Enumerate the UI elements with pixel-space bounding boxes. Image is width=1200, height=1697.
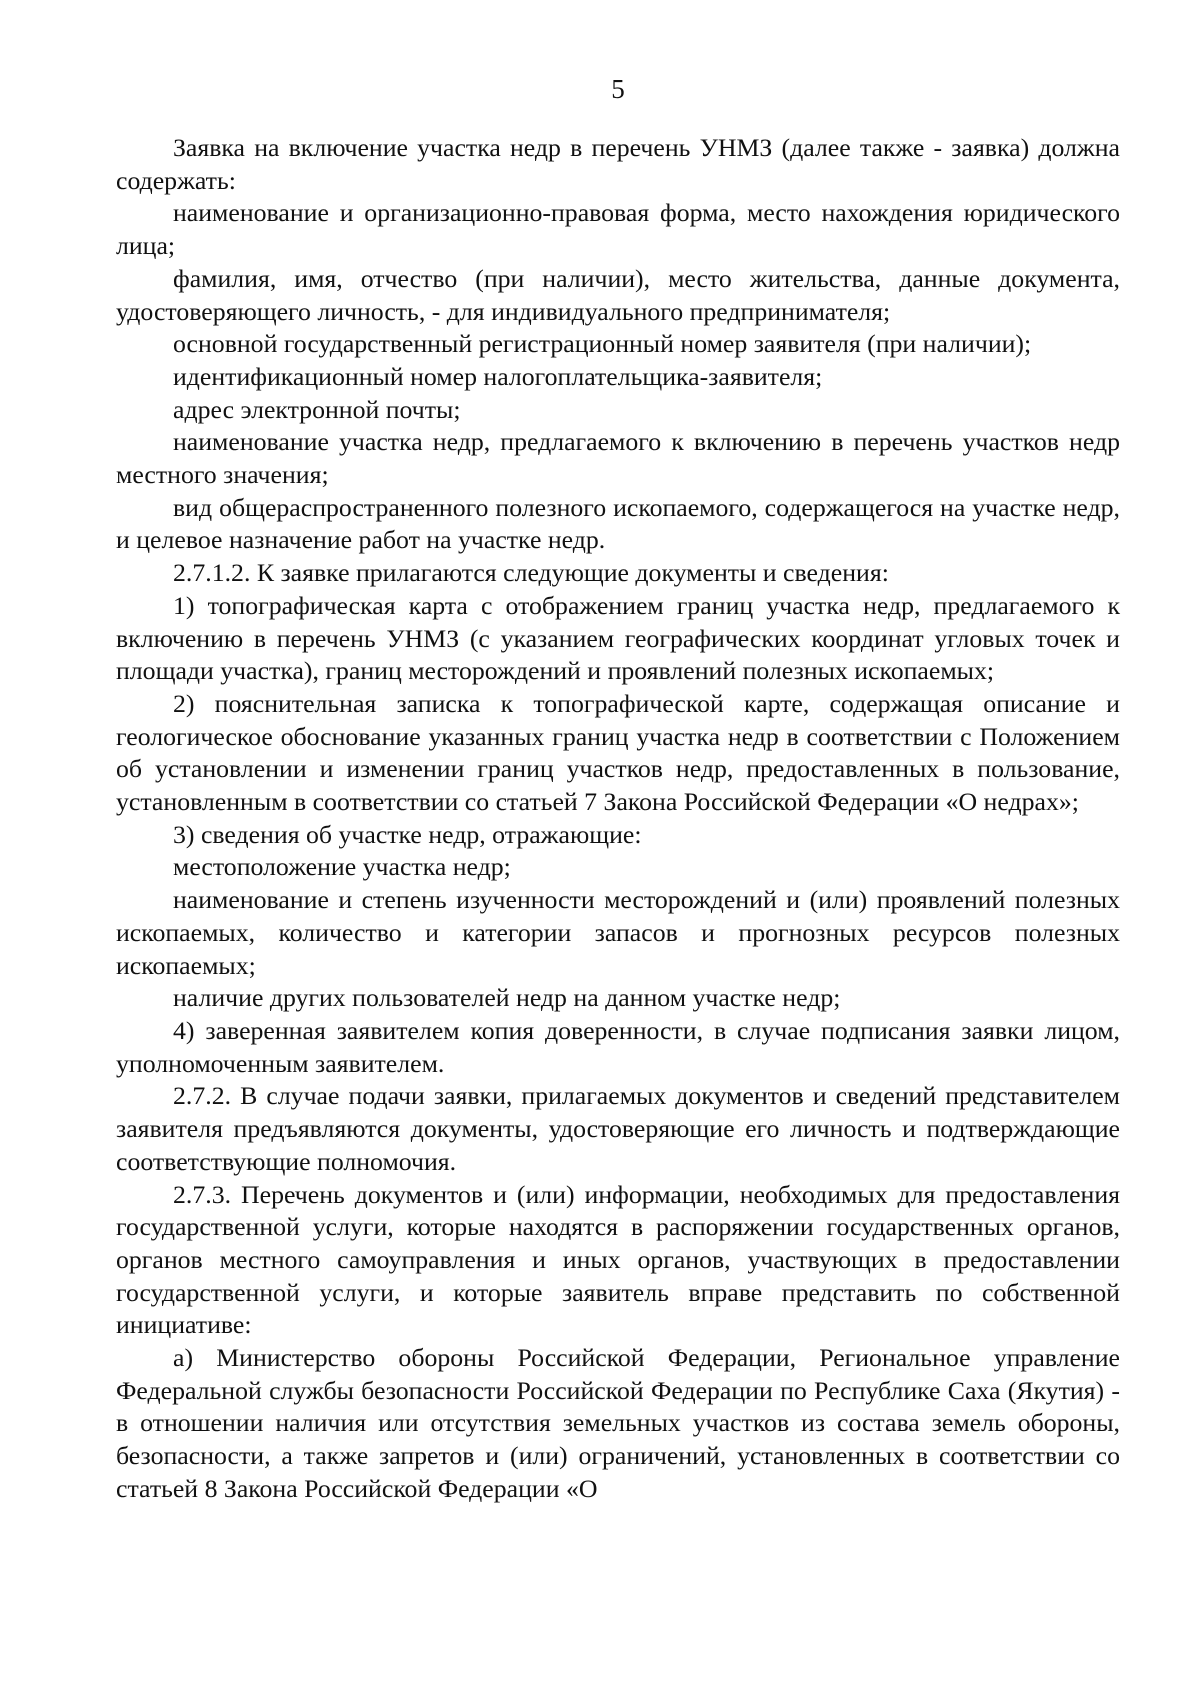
paragraph: 4) заверенная заявителем копия доверенности, в случае подписания заявки лицом, уполномоченным заявителем. bbox=[116, 1015, 1120, 1078]
paragraph: идентификационный номер налогоплательщика-заявителя; bbox=[173, 361, 823, 391]
paragraph: основной государственный регистрационный номер заявителя (при наличии); bbox=[173, 329, 1032, 359]
paragraph: фамилия, имя, отчество (при наличии), место жительства, данные документа, удостоверяющего личность, - для индивидуального предпринимателя; bbox=[116, 263, 1120, 326]
paragraph: адрес электронной почты; bbox=[173, 394, 461, 424]
paragraph: 2.7.2. В случае подачи заявки, прилагаемых документов и сведений представителем заявителя предъявляются документы, удостоверяющие его личность и подтверждающие соответствующие полномочия. bbox=[116, 1081, 1120, 1176]
paragraph: наименование и степень изученности месторождений и (или) проявлений полезных ископаемых, количество и категории запасов и прогнозных ресурсов полезных ископаемых; bbox=[116, 885, 1120, 980]
paragraph: 1) топографическая карта с отображением границ участка недр, предлагаемого к включению в перечень УНМЗ (с указанием географических координат угловых точек и площади участка), границ месторождений и проявлений полезных ископаемых; bbox=[116, 590, 1120, 686]
paragraph: наличие других пользователей недр на данном участке недр; bbox=[173, 983, 841, 1013]
paragraph: 2) пояснительная записка к топографической карте, содержащая описание и геологическое обоснование указанных границ участка недр в соответствии с Положением об установлении и изменении границ участков недр, предоставленных в пользование, установленным в соответствии со статьей 7 Закона Российской Федерации «О недрах»; bbox=[116, 688, 1120, 817]
paragraph: 3) сведения об участке недр, отражающие: bbox=[173, 819, 642, 849]
paragraph: вид общераспространенного полезного ископаемого, содержащегося на участке недр, и целевое назначение работ на участке недр. bbox=[116, 492, 1120, 555]
document-body bbox=[116, 132, 1120, 1506]
page-number: 5 bbox=[611, 74, 625, 104]
paragraph: наименование участка недр, предлагаемого к включению в перечень участков недр местного значения; bbox=[116, 427, 1120, 490]
paragraph: 2.7.1.2. К заявке прилагаются следующие документы и сведения: bbox=[173, 558, 889, 588]
paragraph: Заявка на включение участка недр в перечень УНМЗ (далее также - заявка) должна содержать: bbox=[116, 133, 1120, 195]
paragraph: местоположение участка недр; bbox=[173, 852, 511, 882]
paragraph: 2.7.3. Перечень документов и (или) информации, необходимых для предоставления государственной услуги, которые находятся в распоряжении государственных органов, органов местного самоуправления и иных органов, участвующих в предоставлении государственной услуги, и которые заявитель вправе представить по собственной инициативе: bbox=[116, 1179, 1120, 1340]
paragraph: наименование и организационно-правовая форма, место нахождения юридического лица; bbox=[116, 198, 1120, 261]
paragraph: а) Министерство обороны Российской Федерации, Региональное управление Федеральной службы безопасности Российской Федерации по Республике Саха (Якутия) - в отношении наличия или отсутствия земельных участков из состава земель обороны, безопасности, а также запретов и (или) ограничений, установленных в соответствии со статьей 8 Закона Российской Федерации «О bbox=[116, 1343, 1120, 1503]
